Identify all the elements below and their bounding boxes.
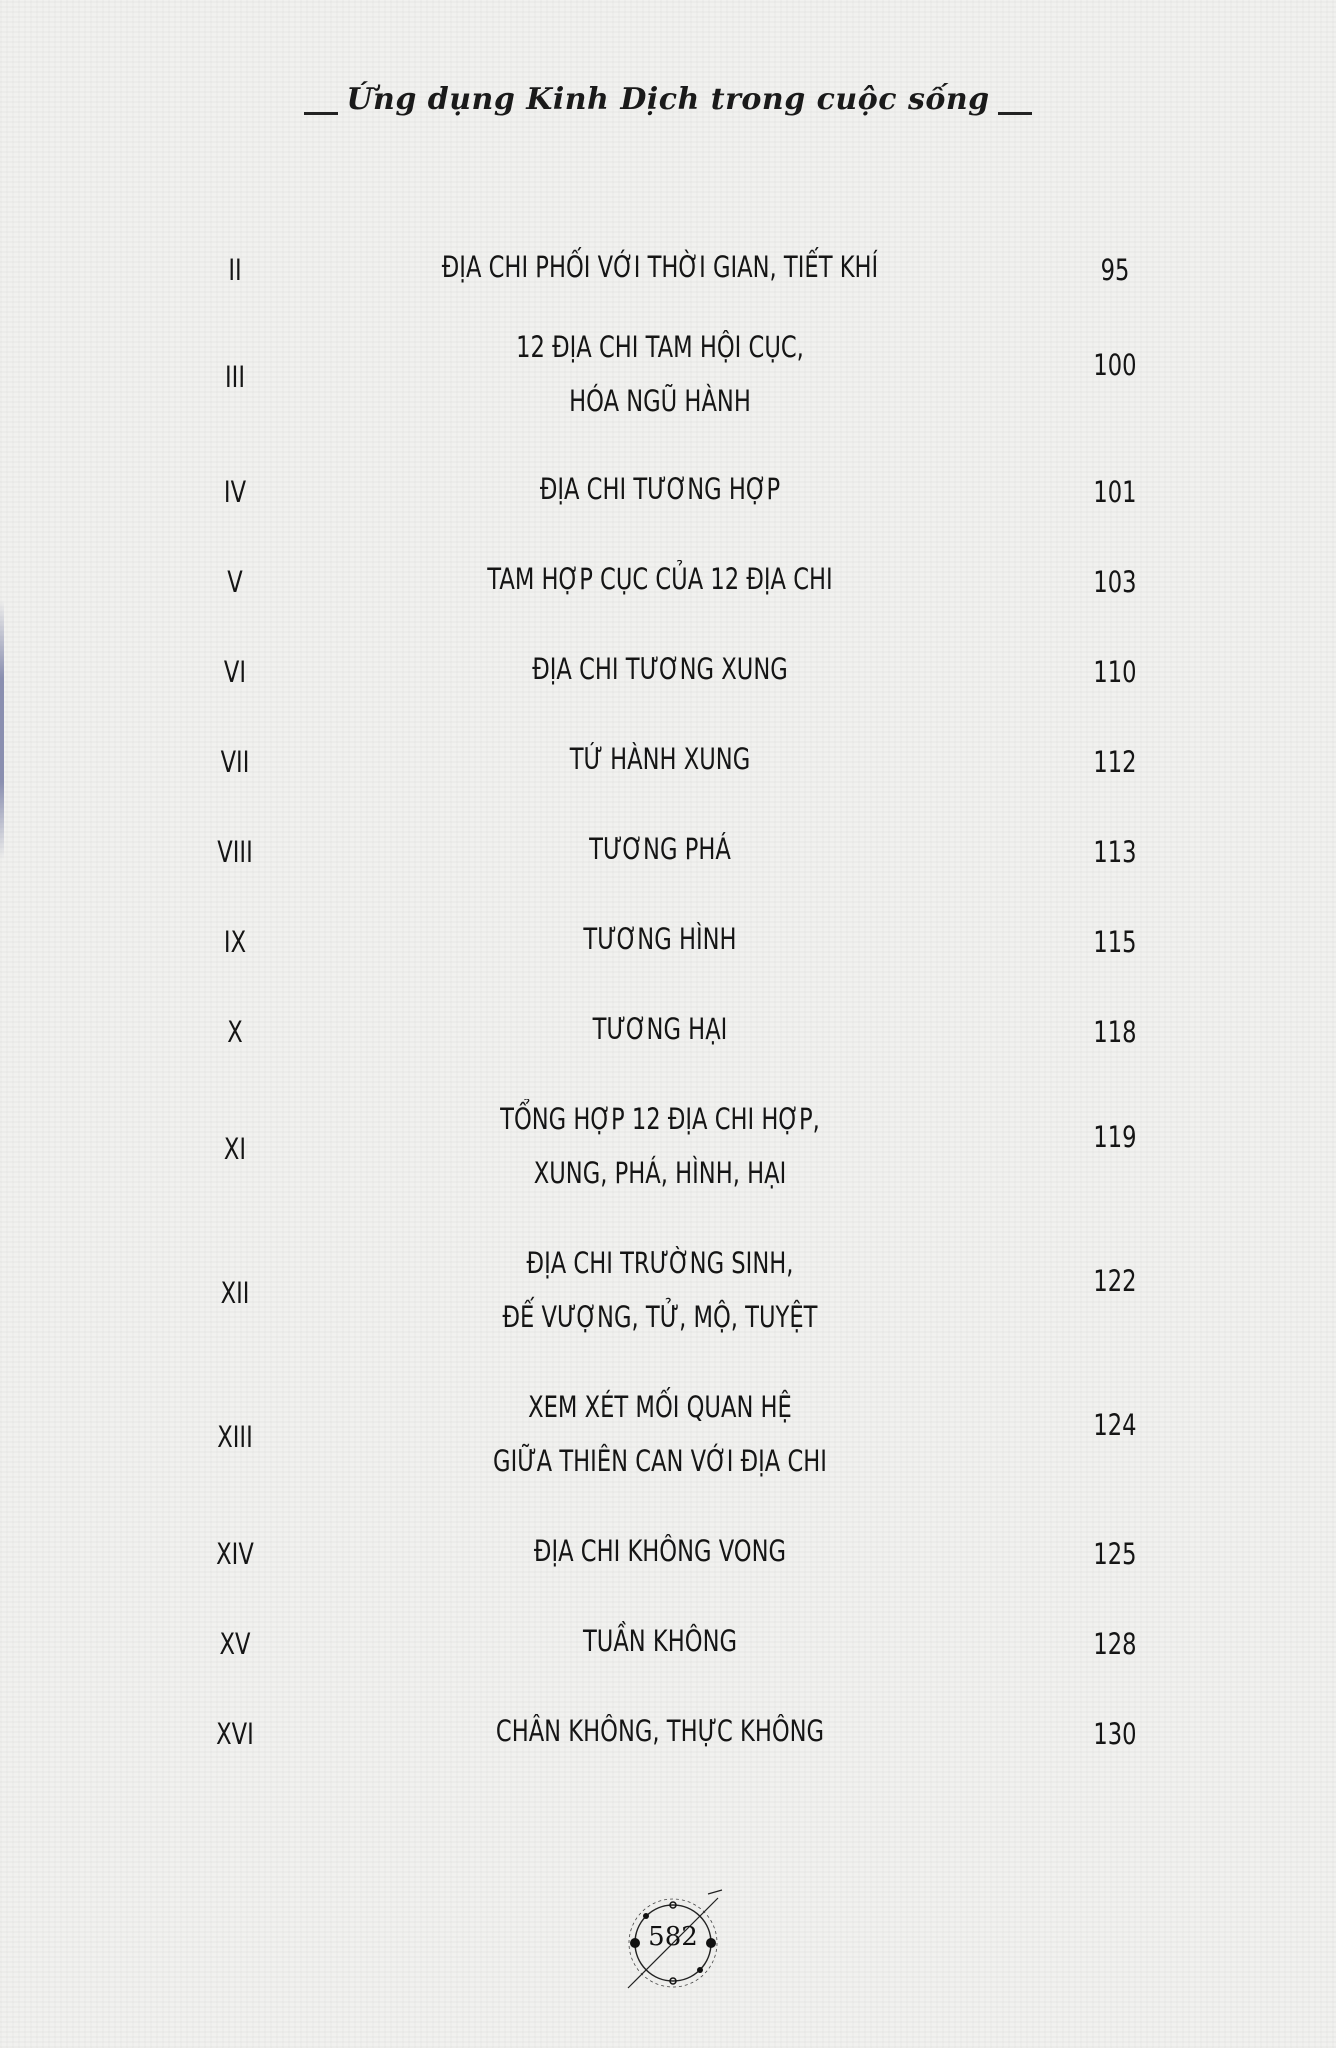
toc-title bbox=[426, 1614, 894, 1668]
toc-chapter-number: VI bbox=[223, 655, 247, 689]
toc-page-number: 115 bbox=[1093, 925, 1137, 959]
toc-title-line: TUẦN KHÔNG bbox=[582, 1624, 738, 1658]
toc-title bbox=[426, 320, 894, 428]
toc-title-line: HÓA NGŨ HÀNH bbox=[569, 384, 751, 418]
toc-page-number: 103 bbox=[1093, 565, 1137, 599]
toc-title bbox=[426, 240, 894, 294]
toc-page-number: 119 bbox=[1093, 1120, 1137, 1154]
toc-title-line: TỔNG HỢP 12 ĐỊA CHI HỢP, bbox=[500, 1102, 820, 1136]
toc-title-line: ĐỊA CHI TRƯỜNG SINH, bbox=[526, 1246, 794, 1280]
toc-chapter-number: XIII bbox=[217, 1420, 253, 1454]
header-title: Ứng dụng Kinh Dịch trong cuộc sống bbox=[346, 82, 990, 117]
toc-chapter-number: XV bbox=[219, 1627, 251, 1661]
toc-title-line: ĐỊA CHI TƯƠNG HỢP bbox=[539, 472, 781, 506]
toc-title-line: ĐỊA CHI TƯƠNG XUNG bbox=[532, 652, 788, 686]
toc-page-number: 125 bbox=[1093, 1537, 1137, 1571]
toc-title-line: CHÂN KHÔNG, THỰC KHÔNG bbox=[495, 1714, 825, 1748]
toc-page-number: 101 bbox=[1093, 475, 1137, 509]
toc-title bbox=[426, 1002, 894, 1056]
toc-title-line: GIỮA THIÊN CAN VỚI ĐỊA CHI bbox=[493, 1444, 827, 1478]
toc-page-number: 95 bbox=[1100, 253, 1130, 287]
toc-title-line: TƯƠNG HẠI bbox=[592, 1012, 728, 1046]
toc-title-line: TỨ HÀNH XUNG bbox=[569, 742, 751, 776]
toc-chapter-number: III bbox=[224, 360, 246, 394]
toc-chapter-number: XII bbox=[220, 1276, 250, 1310]
page-number-ornament bbox=[618, 1888, 728, 1998]
toc-title bbox=[426, 1236, 894, 1344]
toc-title-line: 12 ĐỊA CHI TAM HỘI CỤC, bbox=[516, 330, 804, 364]
toc-title-line: TƯƠNG HÌNH bbox=[583, 922, 737, 956]
toc-title-line: XEM XÉT MỐI QUAN HỆ bbox=[528, 1390, 792, 1424]
toc-title-line: TƯƠNG PHÁ bbox=[589, 832, 731, 866]
toc-chapter-number: XI bbox=[223, 1132, 247, 1166]
toc-title bbox=[426, 822, 894, 876]
toc-page-number: 122 bbox=[1093, 1264, 1137, 1298]
toc-title-line: ĐẾ VƯỢNG, TỬ, MỘ, TUYỆT bbox=[502, 1300, 818, 1334]
toc-title bbox=[426, 462, 894, 516]
toc-page-number: 130 bbox=[1093, 1717, 1137, 1751]
toc-page-number: 110 bbox=[1093, 655, 1137, 689]
toc-title-line: XUNG, PHÁ, HÌNH, HẠI bbox=[533, 1156, 787, 1190]
toc-chapter-number: IX bbox=[223, 925, 247, 959]
page-number: 582 bbox=[648, 1922, 698, 1952]
toc-chapter-number: VII bbox=[220, 745, 250, 779]
toc-chapter-number: II bbox=[228, 253, 242, 287]
toc-title bbox=[426, 912, 894, 966]
toc-chapter-number: X bbox=[227, 1015, 243, 1049]
toc-chapter-number: IV bbox=[223, 475, 247, 509]
toc-title-line: ĐỊA CHI KHÔNG VONG bbox=[533, 1534, 787, 1568]
toc-chapter-number: XIV bbox=[216, 1537, 254, 1571]
toc-title bbox=[426, 552, 894, 606]
toc-title bbox=[426, 1704, 894, 1758]
toc-page-number: 128 bbox=[1093, 1627, 1137, 1661]
toc-title-line: ĐỊA CHI PHỐI VỚI THỜI GIAN, TIẾT KHÍ bbox=[441, 250, 879, 284]
toc-page-number: 100 bbox=[1093, 348, 1137, 382]
toc-page-number: 124 bbox=[1093, 1408, 1137, 1442]
toc-page-number: 118 bbox=[1093, 1015, 1137, 1049]
toc-chapter-number: XVI bbox=[216, 1717, 254, 1751]
toc-title bbox=[426, 642, 894, 696]
toc-title bbox=[426, 1092, 894, 1200]
toc-title bbox=[426, 1380, 894, 1488]
toc-page-number: 112 bbox=[1093, 745, 1137, 779]
toc-title bbox=[426, 1524, 894, 1578]
toc-chapter-number: VIII bbox=[217, 835, 253, 869]
toc-title-line: TAM HỢP CỤC CỦA 12 ĐỊA CHI bbox=[487, 562, 833, 596]
toc-title bbox=[426, 732, 894, 786]
toc-chapter-number: V bbox=[227, 565, 243, 599]
toc-page-number: 113 bbox=[1093, 835, 1137, 869]
